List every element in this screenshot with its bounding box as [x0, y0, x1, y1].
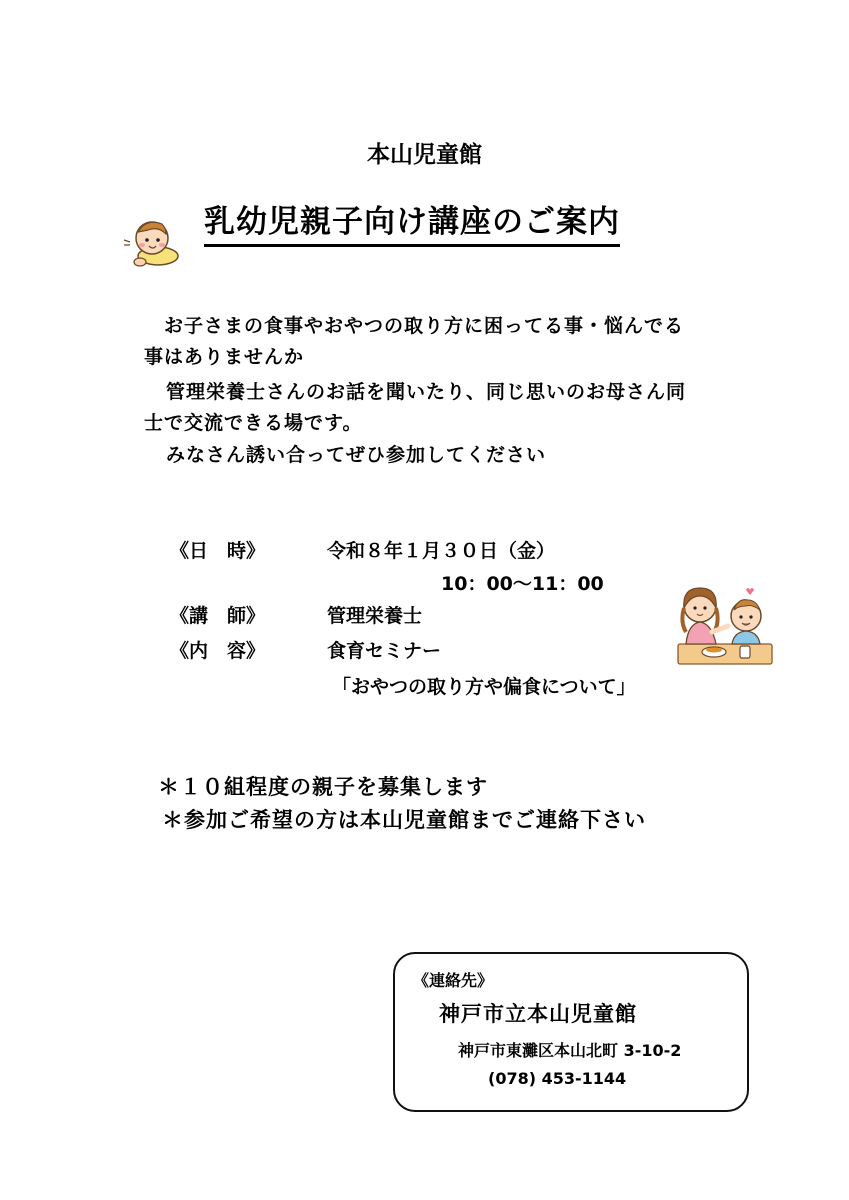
contact-heading: 《連絡先》 [413, 971, 494, 990]
intro-line-2: 事はありませんか [144, 346, 305, 368]
event-date: 令和８年１月３０日（金） [327, 540, 556, 562]
contact-organization: 神戸市立本山児童館 [439, 1002, 637, 1026]
intro-line-1: お子さまの食事やおやつの取り方に困ってる事・悩んでる [144, 315, 685, 337]
contact-phone: (078) 453-1144 [488, 1069, 627, 1088]
contact-box [393, 952, 749, 1112]
event-time: 10：00～11：00 [441, 573, 604, 595]
content-subtitle: 「おやつの取り方や偏食について」 [332, 676, 636, 698]
lecturer-label: 《講 師》 [170, 605, 266, 627]
page-title: 乳幼児親子向け講座のご案内 [204, 196, 620, 247]
intro-line-3: 管理栄養士さんのお話を聞いたり、同じ思いのお母さん同 [166, 381, 687, 403]
note-recruitment: ＊１０組程度の親子を募集します [158, 775, 488, 799]
crawling-baby-icon [118, 214, 182, 270]
note-contact: ＊参加ご希望の方は本山児童館までご連絡下さい [162, 808, 646, 832]
mother-feeding-child-icon [676, 582, 774, 668]
contact-address: 神戸市東灘区本山北町 3-10-2 [458, 1041, 682, 1060]
datetime-label: 《日 時》 [170, 540, 266, 562]
intro-line-5: みなさん誘い合ってぜひ参加してください [166, 444, 547, 466]
intro-line-4: 士で交流できる場です。 [144, 412, 363, 434]
organization-title: 本山児童館 [367, 142, 482, 168]
content-label: 《内 容》 [170, 640, 266, 662]
lecturer-value: 管理栄養士 [327, 605, 423, 627]
content-value: 食育セミナー [327, 640, 442, 662]
